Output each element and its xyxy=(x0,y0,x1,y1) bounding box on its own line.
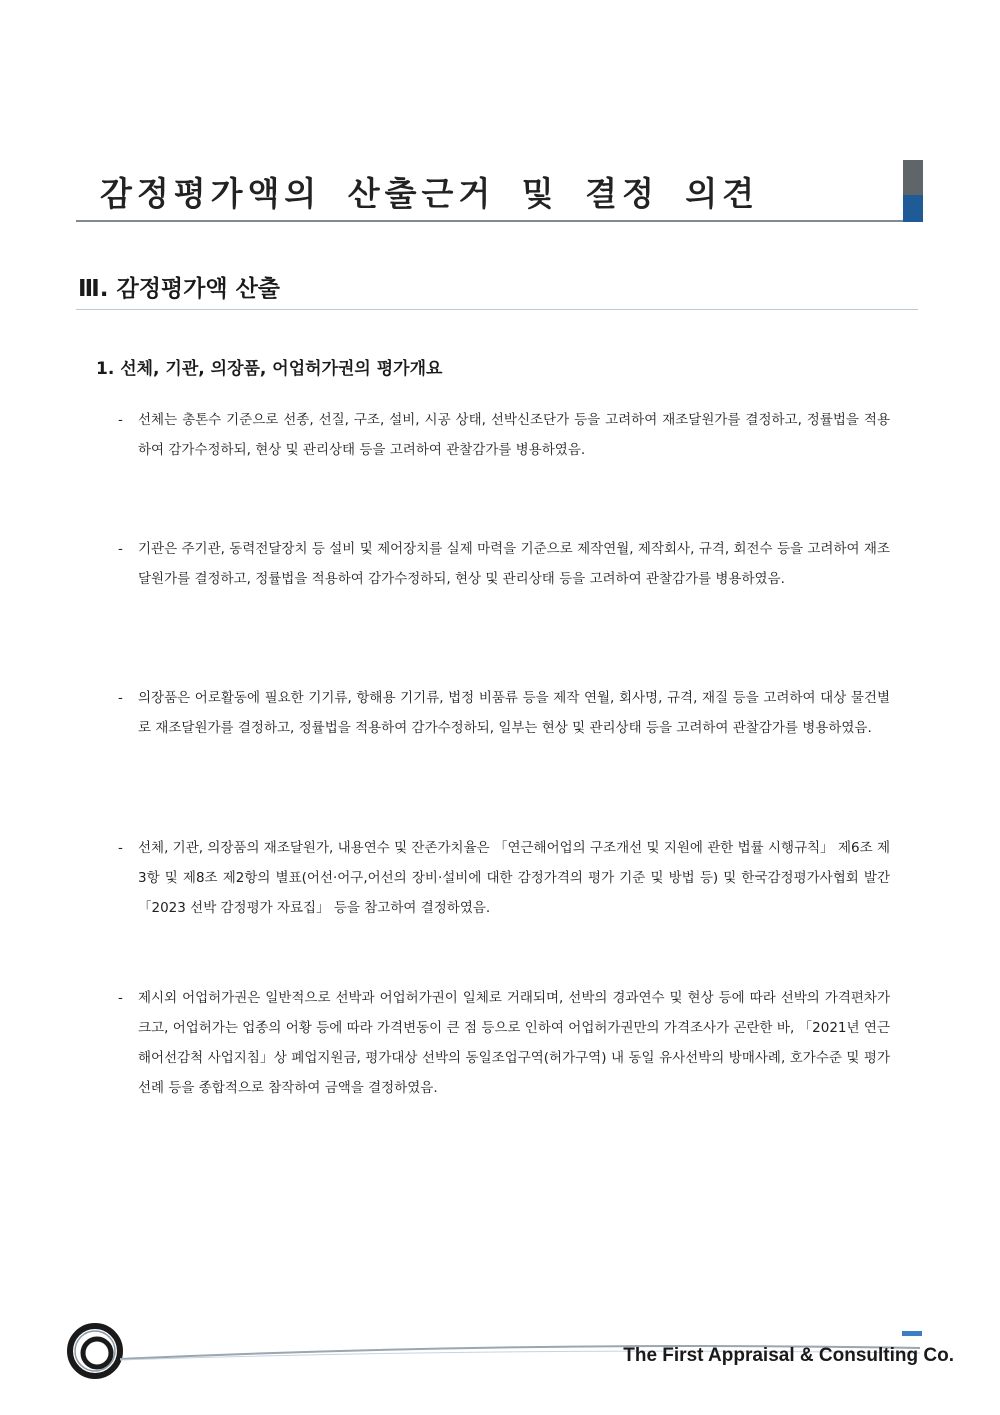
paragraph-hull xyxy=(118,405,890,465)
bullet-dash: - xyxy=(118,690,123,706)
bullet-dash: - xyxy=(118,990,123,1006)
document-title: 감정평가액의 산출근거 및 결정 의견 xyxy=(100,174,760,213)
title-accent-grey xyxy=(903,160,923,195)
bullet-dash: - xyxy=(118,412,123,428)
paragraph-text: 선체, 기관, 의장품의 재조달원가, 내용연수 및 잔존가치율은 「연근해어업의 구조개선 및 지원에 관한 법률 시행규칙」 제6조 제3항 및 제8조 제2항의 별표(어선·어구,어선의 장비·설비에 대한 감정가격의 평가 기준 및 방법 등) 및 한국감정평가사협회 발간 「2023 선박 감정평가 자료집」 등을 참고하여 결정하였음. xyxy=(138,840,890,916)
paragraph-reference xyxy=(118,833,890,923)
title-underline xyxy=(76,220,906,222)
subsection-heading: 1. 선체, 기관, 의장품, 어업허가권의 평가개요 xyxy=(96,359,443,379)
section-underline xyxy=(76,309,918,310)
footer-accent-mark xyxy=(902,1331,922,1336)
bullet-dash: - xyxy=(118,840,123,856)
paragraph-text: 선체는 총톤수 기준으로 선종, 선질, 구조, 설비, 시공 상태, 선박신조단가 등을 고려하여 재조달원가를 결정하고, 정률법을 적용하여 감가수정하되, 현상 및 관리상태 등을 고려하여 관찰감가를 병용하였음. xyxy=(138,412,890,458)
circular-ring-logo-icon xyxy=(66,1322,124,1380)
bullet-dash: - xyxy=(118,541,123,557)
paragraph-fishing-license xyxy=(118,983,890,1103)
footer-company-name: The First Appraisal & Consulting Co. xyxy=(623,1345,954,1366)
paragraph-engine xyxy=(118,534,890,594)
paragraph-text: 의장품은 어로활동에 필요한 기기류, 항해용 기기류, 법정 비품류 등을 제작 연월, 회사명, 규격, 재질 등을 고려하여 대상 물건별로 재조달원가를 결정하고, 정률법을 적용하여 감가수정하되, 일부는 현상 및 관리상태 등을 고려하여 관찰감가를 병용하였음. xyxy=(138,690,890,736)
paragraph-equipment xyxy=(118,683,890,743)
title-accent-blue xyxy=(903,195,923,222)
paragraph-text: 기관은 주기관, 동력전달장치 등 설비 및 제어장치를 실제 마력을 기준으로 제작연월, 제작회사, 규격, 회전수 등을 고려하여 재조달원가를 결정하고, 정률법을 적용하여 감가수정하되, 현상 및 관리상태 등을 고려하여 관찰감가를 병용하였음. xyxy=(138,541,890,587)
section-heading: Ⅲ. 감정평가액 산출 xyxy=(78,276,281,302)
paragraph-text: 제시외 어업허가권은 일반적으로 선박과 어업허가권이 일체로 거래되며, 선박의 경과연수 및 현상 등에 따라 선박의 가격편차가 크고, 어업허가는 업종의 어황 등에 따라 가격변동이 큰 점 등으로 인하여 어업허가권만의 가격조사가 곤란한 바, 「2021년 연근해어선감척 사업지침」상 폐업지원금, 평가대상 선박의 동일조업구역(허가구역) 내 동일 유사선박의 방매사례, 호가수준 및 평가선례 등을 종합적으로 참작하여 금액을 결정하였음. xyxy=(138,990,890,1096)
